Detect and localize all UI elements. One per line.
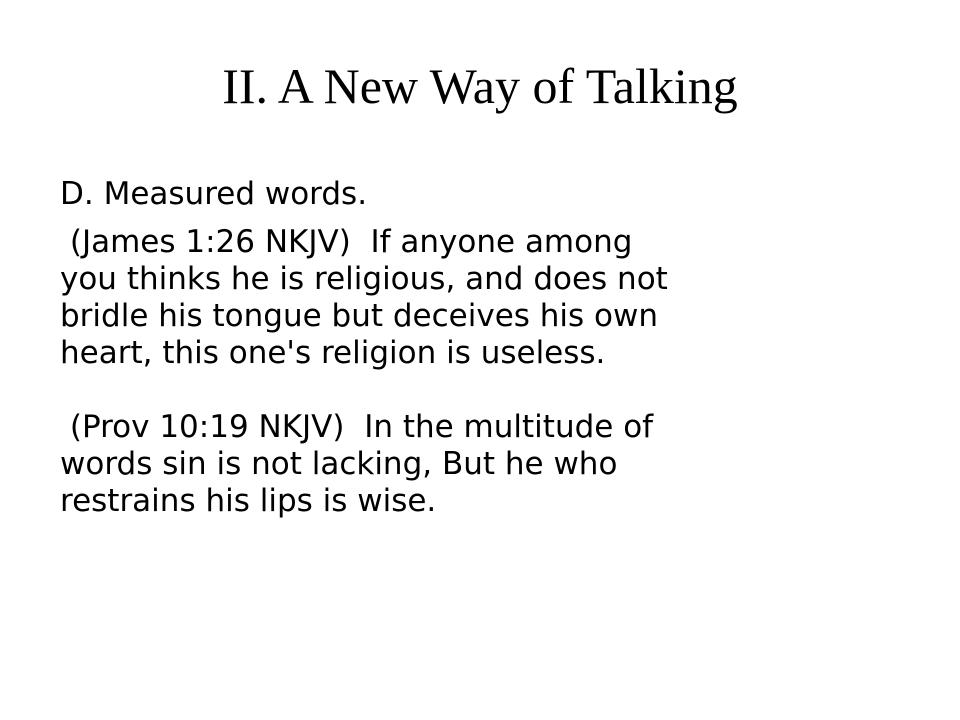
verse-line: (Prov 10:19 NKJV) In the multitude of [60,409,654,445]
verse-line: heart, this one's religion is useless. [60,335,606,371]
subheading: D. Measured words. [60,176,368,212]
verse-proverbs [60,409,920,520]
verse-line: restrains his lips is wise. [60,483,437,519]
verse-line: you thinks he is religious, and does not [60,261,668,297]
slide-title: II. A New Way of Talking [222,58,738,114]
slide-body [60,176,920,520]
verse-line: (James 1:26 NKJV) If anyone among [60,224,633,260]
verse-line: bridle his tongue but deceives his own [60,298,659,334]
verse-james [60,224,920,372]
verse-line: words sin is not lacking, But he who [60,446,618,482]
